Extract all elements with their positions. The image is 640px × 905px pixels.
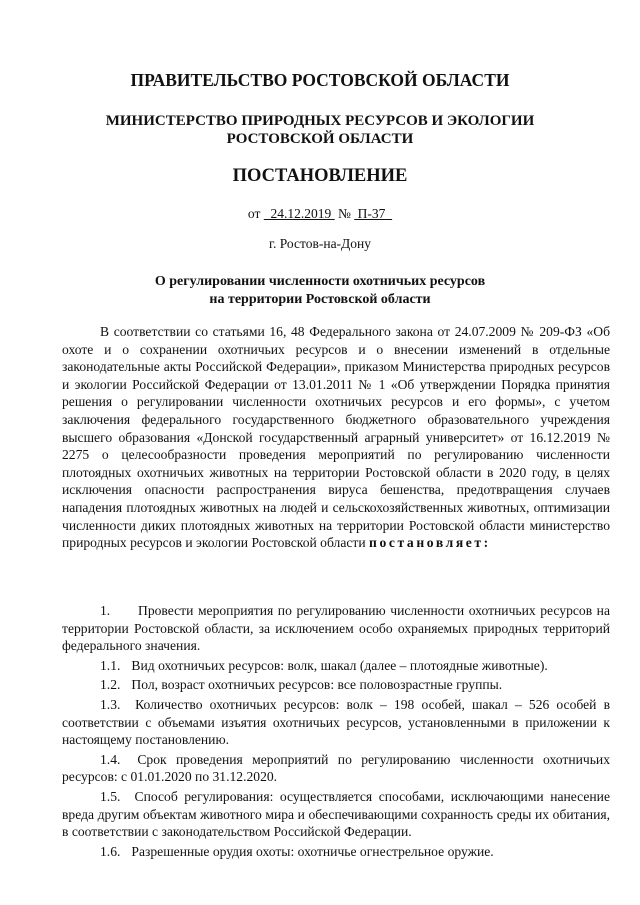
item-number: 1.2. bbox=[100, 677, 121, 693]
subject-line-1: О регулировании численности охотничьих ресурсов bbox=[154, 274, 486, 289]
item-text: Пол, возраст охотничьих ресурсов: все половозрастные группы. bbox=[131, 677, 503, 693]
item-text: Провести мероприятия по регулированию численности охотничьих ресурсов на территории Ростовской области, за исключением особо охраняемых природных территорий федерального значения. bbox=[62, 603, 610, 654]
item-number: 1.5. bbox=[100, 788, 121, 804]
decree-word: постановляет: bbox=[369, 535, 491, 551]
number-prefix: № bbox=[337, 206, 351, 221]
item-text: Срок проведения мероприятий по регулированию численности охотничьих ресурсов: с 01.01.2020 по 31.12.2020. bbox=[62, 751, 610, 785]
item-text: Количество охотничьих ресурсов: волк – 198 особей, шакал – 526 особей в соответствии с объемами изъятия охотничьих ресурсов, установленными в приложении к настоящему постановлению. bbox=[62, 696, 610, 748]
ministry-line-2: РОСТОВСКОЙ ОБЛАСТИ bbox=[226, 131, 414, 147]
item-number: 1.6. bbox=[100, 843, 121, 859]
document-type: ПОСТАНОВЛЕНИЕ bbox=[232, 166, 408, 186]
ministry-name bbox=[0, 112, 640, 148]
list-item bbox=[62, 602, 610, 655]
preamble-paragraph: В соответствии со статьями 16, 48 Федерального закона от 24.07.2009 № 209-ФЗ «Об охоте и о сохранении охотничьих ресурсов и о внесении изменений в отдельные законодательные акты Российской Федерации», приказом Министерства природных ресурсов и экологии Российской Федерации от 13.01.2011 № 1 «Об утверждении Порядка принятия решения о регулировании численности охотничьих ресурсов и его формы», с учетом заключения федерального государственного бюджетного образовательного учреждения высшего образования «Донской государственный аграрный университет» от 16.12.2019 № 2275 о целесообразности проведения мероприятий по регулированию численности плотоядных охотничьих животных на территории Ростовской области в 2020 году, в целях исключения опасности распространения вируса бешенства, предотвращения случаев нападения плотоядных животных на людей и сельскохозяйственных животных, оптимизации численности диких плотоядных животных на территории Ростовской области министерство природных ресурсов и экологии Ростовской области постановляет: bbox=[62, 324, 610, 551]
item-number: 1.3. bbox=[100, 696, 121, 712]
ministry-line-1: МИНИСТЕРСТВО ПРИРОДНЫХ РЕСУРСОВ И ЭКОЛОГИИ bbox=[105, 113, 535, 129]
item-text: Способ регулирования: осуществляется способами, исключающими нанесение вреда другим объектам животного мира и обеспечивающими сохранность среды их обитания, в соответствии с законодательством Российской Федерации. bbox=[62, 788, 610, 840]
government-title: ПРАВИТЕЛЬСТВО РОСТОВСКОЙ ОБЛАСТИ bbox=[130, 70, 510, 90]
subject-line-2: на территории Ростовской области bbox=[209, 292, 431, 307]
city-line: г. Ростов-на-Дону bbox=[268, 236, 371, 251]
document-number: П-37 bbox=[357, 206, 386, 221]
item-text: Вид охотничьих ресурсов: волк, шакал (далее – плотоядные животные). bbox=[131, 657, 548, 673]
list-item bbox=[62, 696, 610, 749]
list-item bbox=[62, 751, 610, 786]
item-number: 1.1. bbox=[100, 657, 121, 673]
date-number-line bbox=[0, 206, 640, 222]
list-item bbox=[62, 843, 610, 861]
document-date: 24.12.2019 bbox=[270, 206, 332, 221]
item-number: 1. bbox=[100, 603, 111, 618]
item-text: Разрешенные орудия охоты: охотничье огнестрельное оружие. bbox=[131, 843, 494, 859]
list-item bbox=[62, 676, 610, 694]
preamble bbox=[62, 323, 610, 552]
document-subject bbox=[0, 273, 640, 309]
list-item bbox=[62, 657, 610, 675]
item-number: 1.4. bbox=[100, 751, 121, 767]
date-prefix: от bbox=[247, 206, 261, 221]
decree-items bbox=[62, 602, 610, 862]
list-item bbox=[62, 788, 610, 841]
